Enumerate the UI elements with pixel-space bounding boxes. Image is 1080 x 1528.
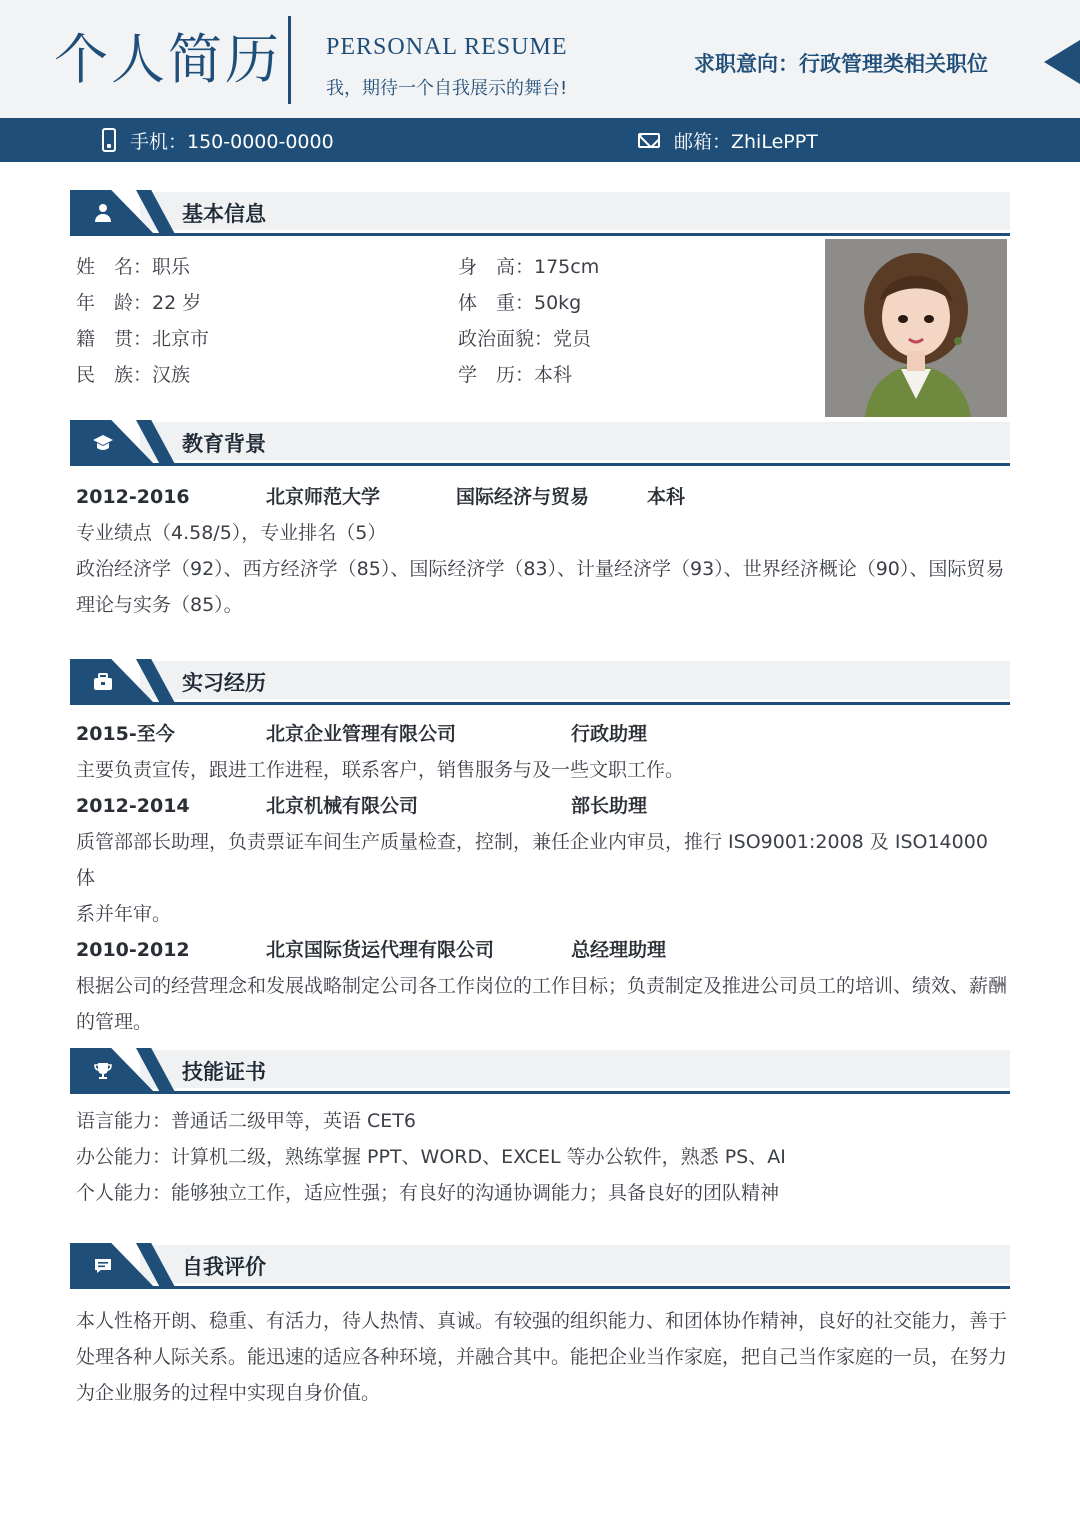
section-header-self-evaluation bbox=[70, 1243, 1010, 1289]
section-header-basic bbox=[70, 190, 1010, 236]
info-row bbox=[458, 286, 581, 320]
page-title: 个人简历 bbox=[54, 28, 282, 91]
info-value: ：北京市 bbox=[133, 328, 210, 350]
info-row bbox=[76, 358, 190, 392]
job-line: 质管部部长助理，负责票证车间生产质量检查，控制，兼任企业内审员，推行 ISO9001:2008 及 ISO14000 体 bbox=[76, 831, 988, 889]
eval-line: 为企业服务的过程中实现自身价值。 bbox=[76, 1382, 381, 1404]
phone-icon bbox=[102, 128, 116, 152]
job-period: 2012-2014 bbox=[76, 795, 190, 817]
info-label: 学 bbox=[458, 364, 478, 386]
phone-text: 手机：150-0000-0000 bbox=[130, 130, 334, 153]
edu-degree: 本科 bbox=[647, 486, 686, 508]
info-row bbox=[458, 358, 572, 392]
info-label: 籍 bbox=[76, 328, 96, 350]
slogan: 我，期待一个自我展示的舞台! bbox=[326, 78, 568, 99]
job-company: 北京企业管理有限公司 bbox=[266, 723, 457, 745]
info-value: ：175cm bbox=[515, 256, 600, 278]
section-title: 基本信息 bbox=[182, 202, 266, 226]
edu-school: 北京师范大学 bbox=[266, 486, 381, 508]
section-header-education bbox=[70, 420, 1010, 466]
job-role: 行政助理 bbox=[571, 723, 648, 745]
section-band bbox=[140, 422, 1010, 460]
info-value: ：50kg bbox=[515, 292, 582, 314]
info-value: ：职乐 bbox=[133, 256, 191, 278]
job-period: 2015-至今 bbox=[76, 723, 175, 745]
job-company: 北京国际货运代理有限公司 bbox=[266, 939, 495, 961]
info-label: 重 bbox=[495, 292, 515, 314]
section-underline bbox=[70, 1286, 1010, 1289]
job-role: 总经理助理 bbox=[571, 939, 667, 961]
contact-phone bbox=[102, 118, 334, 162]
section-header-skills bbox=[70, 1048, 1010, 1094]
info-row bbox=[76, 250, 190, 284]
info-label: 年 bbox=[76, 292, 96, 314]
skills-content bbox=[76, 1103, 1011, 1211]
comment-icon bbox=[92, 1255, 114, 1277]
info-value: ：汉族 bbox=[133, 364, 191, 386]
eval-line: 本人性格开朗、稳重、有活力，待人热情、真诚。有较强的组织能力、和团体协作精神，良好的社交能力，善于 bbox=[76, 1310, 1008, 1332]
section-underline bbox=[70, 702, 1010, 705]
section-underline bbox=[70, 1091, 1010, 1094]
section-band bbox=[140, 192, 1010, 230]
info-label: 身 bbox=[458, 256, 478, 278]
mail-icon bbox=[638, 133, 660, 148]
job-row bbox=[76, 788, 1011, 824]
internship-content bbox=[76, 716, 1011, 1040]
self-evaluation-content bbox=[76, 1303, 1011, 1411]
edu-period: 2012-2016 bbox=[76, 486, 190, 508]
profile-photo bbox=[825, 239, 1007, 417]
trophy-icon bbox=[92, 1060, 114, 1082]
job-intent: 求职意向：行政管理类相关职位 bbox=[694, 52, 988, 76]
header-divider bbox=[288, 16, 291, 104]
education-row bbox=[76, 479, 1011, 515]
edu-line: 专业绩点（4.58/5），专业排名（5） bbox=[76, 522, 387, 544]
job-line: 的管理。 bbox=[76, 1011, 153, 1033]
contact-bar bbox=[0, 118, 1080, 162]
section-band bbox=[140, 1050, 1010, 1088]
section-header-internship bbox=[70, 659, 1010, 705]
section-title: 教育背景 bbox=[182, 432, 266, 456]
info-value: ：22 岁 bbox=[133, 292, 202, 314]
briefcase-icon bbox=[92, 671, 114, 693]
info-label: 体 bbox=[458, 292, 478, 314]
corner-triangle-decoration bbox=[1044, 40, 1080, 84]
contact-email bbox=[638, 118, 818, 162]
job-line: 根据公司的经营理念和发展战略制定公司各工作岗位的工作目标；负责制定及推进公司员工的培训、绩效、薪酬 bbox=[76, 975, 1008, 997]
edu-major: 国际经济与贸易 bbox=[456, 486, 590, 508]
section-title: 实习经历 bbox=[182, 671, 266, 695]
section-underline bbox=[70, 463, 1010, 466]
info-value: ：党员 bbox=[534, 328, 592, 350]
skill-line: 个人能力：能够独立工作，适应性强；有良好的沟通协调能力；具备良好的团队精神 bbox=[76, 1182, 780, 1204]
job-line: 主要负责宣传，跟进工作进程，联系客户，销售服务与及一些文职工作。 bbox=[76, 759, 685, 781]
job-row bbox=[76, 716, 1011, 752]
section-band bbox=[140, 1245, 1010, 1283]
edu-line: 政治经济学（92）、西方经济学（85）、国际经济学（83）、计量经济学（93）、世界经济概论（90）、国际贸易 bbox=[76, 558, 1005, 580]
skill-line: 语言能力：普通话二级甲等，英语 CET6 bbox=[76, 1110, 417, 1132]
info-label: 名 bbox=[113, 256, 133, 278]
skill-line: 办公能力：计算机二级，熟练掌握 PPT、WORD、EXCEL 等办公软件，熟悉 PS、AI bbox=[76, 1146, 786, 1168]
graduation-cap-icon bbox=[92, 432, 114, 454]
info-label: 高 bbox=[495, 256, 515, 278]
section-title: 自我评价 bbox=[182, 1255, 266, 1279]
section-band bbox=[140, 661, 1010, 699]
info-row bbox=[458, 322, 591, 356]
job-line: 系并年审。 bbox=[76, 903, 172, 925]
email-text: 邮箱：ZhiLePPT bbox=[674, 130, 818, 153]
info-value: ：本科 bbox=[515, 364, 573, 386]
job-period: 2010-2012 bbox=[76, 939, 190, 961]
info-label: 龄 bbox=[113, 292, 133, 314]
info-label: 姓 bbox=[76, 256, 96, 278]
info-row bbox=[76, 286, 201, 320]
eval-line: 处理各种人际关系。能迅速的适应各种环境，并融合其中。能把企业当作家庭，把自己当作家庭的一员，在努力 bbox=[76, 1346, 1008, 1368]
education-content bbox=[76, 479, 1011, 623]
section-underline bbox=[70, 233, 1010, 236]
section-title: 技能证书 bbox=[182, 1060, 266, 1084]
info-row bbox=[76, 322, 209, 356]
resume-header bbox=[0, 0, 1080, 118]
info-label: 族 bbox=[113, 364, 133, 386]
page-subtitle: PERSONAL RESUME bbox=[326, 34, 568, 60]
job-company: 北京机械有限公司 bbox=[266, 795, 419, 817]
edu-line: 理论与实务（85）。 bbox=[76, 594, 243, 616]
info-label: 贯 bbox=[113, 328, 133, 350]
info-label: 历 bbox=[495, 364, 515, 386]
user-icon bbox=[92, 202, 114, 224]
info-label: 政治面貌 bbox=[458, 328, 535, 350]
job-role: 部长助理 bbox=[571, 795, 648, 817]
job-row bbox=[76, 932, 1011, 968]
info-label: 民 bbox=[76, 364, 96, 386]
info-row bbox=[458, 250, 599, 284]
